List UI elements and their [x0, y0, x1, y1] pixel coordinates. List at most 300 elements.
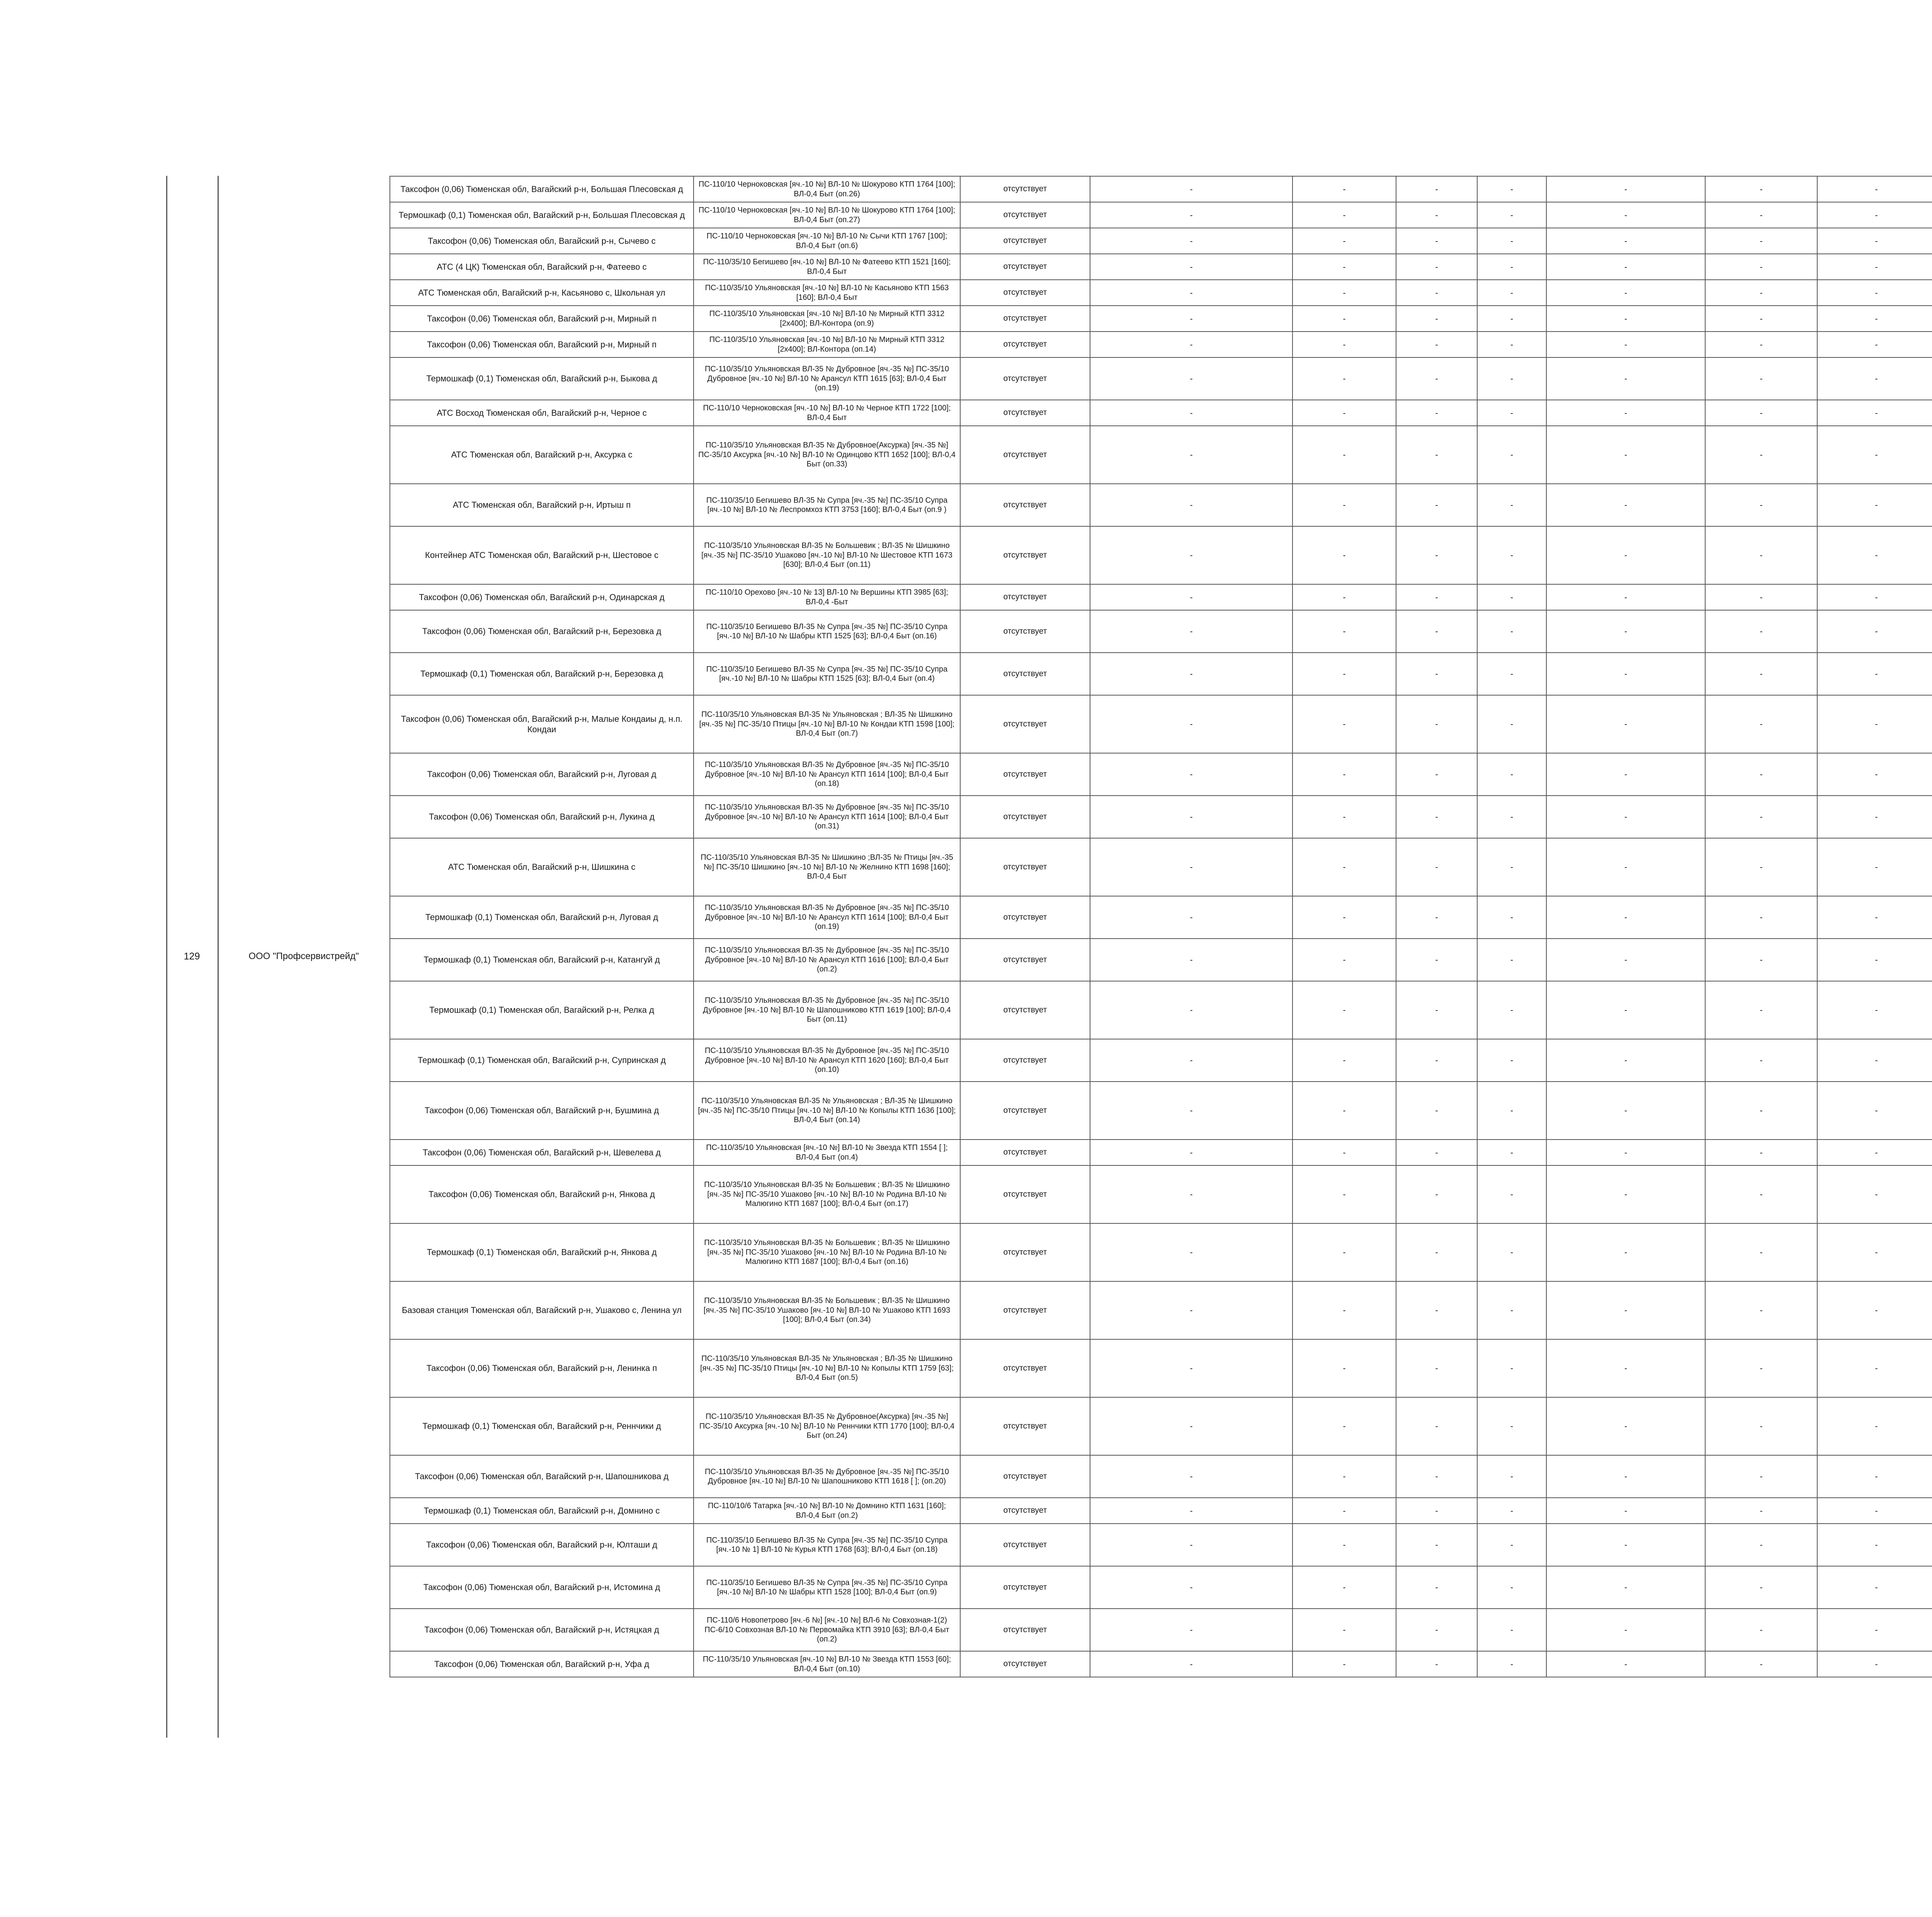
empty-value-cell: -	[1817, 1397, 1932, 1455]
supply-line-cell: ПС-110/35/10 Ульяновская ВЛ-35 № Дубровное [яч.-35 №] ПС-35/10 Дубровное [яч.-10 №] ВЛ-10 № Арансул КТП 1614 [100]; ВЛ-0,4 Быт (оп.31)	[694, 796, 960, 838]
status-cell: отсутствует	[960, 1339, 1090, 1397]
empty-value-cell: -	[1546, 357, 1705, 400]
empty-value-cell: -	[1293, 753, 1396, 796]
status-cell: отсутствует	[960, 1281, 1090, 1339]
table-row	[390, 254, 1932, 280]
empty-value-cell: -	[1090, 254, 1293, 280]
object-cell: АТС Тюменская обл, Вагайский р-н, Шишкина с	[390, 838, 694, 896]
status-cell: отсутствует	[960, 1566, 1090, 1609]
empty-value-cell: -	[1546, 400, 1705, 426]
empty-value-cell: -	[1293, 796, 1396, 838]
status-cell: отсутствует	[960, 610, 1090, 653]
empty-value-cell: -	[1293, 695, 1396, 753]
empty-value-cell: -	[1477, 1397, 1546, 1455]
table-row	[390, 1651, 1932, 1677]
empty-value-cell: -	[1477, 332, 1546, 357]
empty-value-cell: -	[1546, 1566, 1705, 1609]
empty-value-cell: -	[1546, 610, 1705, 653]
table-row	[390, 1165, 1932, 1223]
empty-value-cell: -	[1477, 228, 1546, 254]
empty-value-cell: -	[1817, 400, 1932, 426]
table-row	[390, 896, 1932, 939]
supply-line-cell: ПС-110/10 Орехово [яч.-10 № 13] ВЛ-10 № Вершины КТП 3985 [63]; ВЛ-0,4 -Быт	[694, 584, 960, 610]
supply-line-cell: ПС-110/35/10 Ульяновская ВЛ-35 № Шишкино ;ВЛ-35 № Птицы [яч.-35 №] ПС-35/10 Шишкино [яч.-10 №] ВЛ-10 № Желнино КТП 1698 [160]; ВЛ-0,4 Быт	[694, 838, 960, 896]
table-row	[390, 332, 1932, 357]
empty-value-cell: -	[1090, 484, 1293, 526]
empty-value-cell: -	[1293, 426, 1396, 484]
object-cell: Термошкаф (0,1) Тюменская обл, Вагайский р-н, Катангуй д	[390, 939, 694, 981]
table-row	[390, 1082, 1932, 1140]
empty-value-cell: -	[1293, 1397, 1396, 1455]
empty-value-cell: -	[1090, 1140, 1293, 1165]
supply-line-cell: ПС-110/35/10 Ульяновская ВЛ-35 № Дубровное(Аксурка) [яч.-35 №] ПС-35/10 Аксурка [яч.-10 №] ВЛ-10 № Реннчики КТП 1770 [100]; ВЛ-0,4 Быт (оп.24)	[694, 1397, 960, 1455]
empty-value-cell: -	[1293, 838, 1396, 896]
empty-value-cell: -	[1546, 332, 1705, 357]
object-cell: АТС Тюменская обл, Вагайский р-н, Иртыш п	[390, 484, 694, 526]
empty-value-cell: -	[1705, 332, 1817, 357]
empty-value-cell: -	[1705, 1223, 1817, 1281]
status-cell: отсутствует	[960, 254, 1090, 280]
empty-value-cell: -	[1396, 1140, 1477, 1165]
empty-value-cell: -	[1396, 484, 1477, 526]
table-row	[390, 1223, 1932, 1281]
empty-value-cell: -	[1293, 939, 1396, 981]
table-row	[390, 939, 1932, 981]
status-cell: отсутствует	[960, 896, 1090, 939]
supply-line-cell: ПС-110/35/10 Ульяновская ВЛ-35 № Ульяновская ; ВЛ-35 № Шишкино [яч.-35 №] ПС-35/10 Птицы [яч.-10 №] ВЛ-10 № Копылы КТП 1636 [100]; ВЛ-0,4 Быт (оп.14)	[694, 1082, 960, 1140]
empty-value-cell: -	[1705, 1524, 1817, 1566]
object-cell: Термошкаф (0,1) Тюменская обл, Вагайский р-н, Реннчики д	[390, 1397, 694, 1455]
empty-value-cell: -	[1817, 1566, 1932, 1609]
empty-value-cell: -	[1705, 254, 1817, 280]
empty-value-cell: -	[1477, 1651, 1546, 1677]
empty-value-cell: -	[1705, 1498, 1817, 1524]
supply-line-cell: ПС-110/35/10 Ульяновская ВЛ-35 № Дубровное(Аксурка) [яч.-35 №] ПС-35/10 Аксурка [яч.-10 №] ВЛ-10 № Одинцово КТП 1652 [100]; ВЛ-0,4 Быт (оп.33)	[694, 426, 960, 484]
empty-value-cell: -	[1396, 1339, 1477, 1397]
supply-line-cell: ПС-110/35/10 Ульяновская ВЛ-35 № Дубровное [яч.-35 №] ПС-35/10 Дубровное [яч.-10 №] ВЛ-10 № Арансул КТП 1614 [100]; ВЛ-0,4 Быт (оп.18)	[694, 753, 960, 796]
object-cell: Базовая станция Тюменская обл, Вагайский р-н, Ушаково с, Ленина ул	[390, 1281, 694, 1339]
empty-value-cell: -	[1090, 1498, 1293, 1524]
empty-value-cell: -	[1477, 584, 1546, 610]
empty-value-cell: -	[1293, 202, 1396, 228]
empty-value-cell: -	[1477, 526, 1546, 584]
supply-line-cell: ПС-110/35/10 Ульяновская [яч.-10 №] ВЛ-10 № Звезда КТП 1554 [ ]; ВЛ-0,4 Быт (оп.4)	[694, 1140, 960, 1165]
empty-value-cell: -	[1705, 400, 1817, 426]
empty-value-cell: -	[1396, 939, 1477, 981]
supply-line-cell: ПС-110/35/10 Бегишево ВЛ-35 № Супра [яч.-35 №] ПС-35/10 Супра [яч.-10 №] ВЛ-10 № Леспромхоз КТП 3753 [160]; ВЛ-0,4 Быт (оп.9 )	[694, 484, 960, 526]
empty-value-cell: -	[1817, 753, 1932, 796]
empty-value-cell: -	[1705, 1566, 1817, 1609]
supply-line-cell: ПС-110/35/10 Ульяновская [яч.-10 №] ВЛ-10 № Звезда КТП 1553 [60]; ВЛ-0,4 Быт (оп.10)	[694, 1651, 960, 1677]
empty-value-cell: -	[1293, 1609, 1396, 1651]
object-cell: Таксофон (0,06) Тюменская обл, Вагайский р-н, Мирный п	[390, 332, 694, 357]
table-row	[390, 1455, 1932, 1498]
supply-line-cell: ПС-110/35/10 Бегишево ВЛ-35 № Супра [яч.-35 №] ПС-35/10 Супра [яч.-10 №] ВЛ-10 № Шабры КТП 1525 [63]; ВЛ-0,4 Быт (оп.16)	[694, 610, 960, 653]
empty-value-cell: -	[1293, 1223, 1396, 1281]
status-cell: отсутствует	[960, 584, 1090, 610]
empty-value-cell: -	[1705, 357, 1817, 400]
empty-value-cell: -	[1396, 1039, 1477, 1082]
empty-value-cell: -	[1817, 1651, 1932, 1677]
empty-value-cell: -	[1396, 1223, 1477, 1281]
table-row	[390, 1281, 1932, 1339]
empty-value-cell: -	[1293, 176, 1396, 202]
empty-value-cell: -	[1546, 753, 1705, 796]
empty-value-cell: -	[1396, 653, 1477, 695]
empty-value-cell: -	[1817, 1223, 1932, 1281]
table-row	[390, 1566, 1932, 1609]
empty-value-cell: -	[1293, 896, 1396, 939]
empty-value-cell: -	[1817, 332, 1932, 357]
empty-value-cell: -	[1477, 202, 1546, 228]
organization-name: ООО "Профсервистрейд"	[248, 951, 359, 961]
empty-value-cell: -	[1546, 653, 1705, 695]
empty-value-cell: -	[1817, 176, 1932, 202]
empty-value-cell: -	[1090, 753, 1293, 796]
empty-value-cell: -	[1705, 1140, 1817, 1165]
empty-value-cell: -	[1293, 1651, 1396, 1677]
empty-value-cell: -	[1817, 584, 1932, 610]
empty-value-cell: -	[1705, 228, 1817, 254]
empty-value-cell: -	[1817, 1609, 1932, 1651]
empty-value-cell: -	[1546, 306, 1705, 332]
empty-value-cell: -	[1546, 584, 1705, 610]
object-cell: Таксофон (0,06) Тюменская обл, Вагайский р-н, Уфа д	[390, 1651, 694, 1677]
empty-value-cell: -	[1817, 228, 1932, 254]
empty-value-cell: -	[1817, 1281, 1932, 1339]
empty-value-cell: -	[1477, 1140, 1546, 1165]
status-cell: отсутствует	[960, 753, 1090, 796]
status-cell: отсутствует	[960, 1223, 1090, 1281]
supply-line-cell: ПС-110/35/10 Ульяновская ВЛ-35 № Дубровное [яч.-35 №] ПС-35/10 Дубровное [яч.-10 №] ВЛ-10 № Арансул КТП 1616 [100]; ВЛ-0,4 Быт (оп.2)	[694, 939, 960, 981]
empty-value-cell: -	[1090, 939, 1293, 981]
empty-value-cell: -	[1090, 332, 1293, 357]
empty-value-cell: -	[1705, 306, 1817, 332]
empty-value-cell: -	[1477, 1223, 1546, 1281]
supply-line-cell: ПС-110/10/6 Татарка [яч.-10 №] ВЛ-10 № Домнино КТП 1631 [160]; ВЛ-0,4 Быт (оп.2)	[694, 1498, 960, 1524]
object-cell: Таксофон (0,06) Тюменская обл, Вагайский р-н, Луговая д	[390, 753, 694, 796]
empty-value-cell: -	[1090, 1165, 1293, 1223]
table-row	[390, 1609, 1932, 1651]
empty-value-cell: -	[1705, 1609, 1817, 1651]
empty-value-cell: -	[1090, 695, 1293, 753]
supply-line-cell: ПС-110/35/10 Бегишево ВЛ-35 № Супра [яч.-35 №] ПС-35/10 Супра [яч.-10 №] ВЛ-10 № Шабры КТП 1528 [100]; ВЛ-0,4 Быт (оп.9)	[694, 1566, 960, 1609]
empty-value-cell: -	[1090, 610, 1293, 653]
empty-value-cell: -	[1396, 1281, 1477, 1339]
empty-value-cell: -	[1477, 1165, 1546, 1223]
supply-line-cell: ПС-110/35/10 Ульяновская ВЛ-35 № Дубровное [яч.-35 №] ПС-35/10 Дубровное [яч.-10 №] ВЛ-10 № Шапошниково КТП 1619 [100]; ВЛ-0,4 Быт (оп.11)	[694, 981, 960, 1039]
table-row	[390, 280, 1932, 306]
supply-line-cell: ПС-110/35/10 Ульяновская ВЛ-35 № Дубровное [яч.-35 №] ПС-35/10 Дубровное [яч.-10 №] ВЛ-10 № Арансул КТП 1614 [100]; ВЛ-0,4 Быт (оп.19)	[694, 896, 960, 939]
empty-value-cell: -	[1396, 1165, 1477, 1223]
entry-number: 129	[184, 951, 200, 962]
supply-line-cell: ПС-110/35/10 Бегишево [яч.-10 №] ВЛ-10 № Фатеево КТП 1521 [160]; ВЛ-0,4 Быт	[694, 254, 960, 280]
empty-value-cell: -	[1293, 1281, 1396, 1339]
empty-value-cell: -	[1705, 1651, 1817, 1677]
empty-value-cell: -	[1705, 653, 1817, 695]
empty-value-cell: -	[1293, 653, 1396, 695]
empty-value-cell: -	[1396, 1082, 1477, 1140]
object-cell: Таксофон (0,06) Тюменская обл, Вагайский р-н, Ленинка п	[390, 1339, 694, 1397]
empty-value-cell: -	[1705, 939, 1817, 981]
empty-value-cell: -	[1396, 526, 1477, 584]
object-cell: АТС Восход Тюменская обл, Вагайский р-н, Черное с	[390, 400, 694, 426]
empty-value-cell: -	[1396, 280, 1477, 306]
object-cell: АТС Тюменская обл, Вагайский р-н, Аксурка с	[390, 426, 694, 484]
table-row	[390, 357, 1932, 400]
status-cell: отсутствует	[960, 357, 1090, 400]
status-cell: отсутствует	[960, 176, 1090, 202]
empty-value-cell: -	[1705, 838, 1817, 896]
empty-value-cell: -	[1477, 484, 1546, 526]
empty-value-cell: -	[1546, 1339, 1705, 1397]
empty-value-cell: -	[1396, 584, 1477, 610]
empty-value-cell: -	[1090, 796, 1293, 838]
empty-value-cell: -	[1396, 426, 1477, 484]
supply-line-cell: ПС-110/35/10 Ульяновская [яч.-10 №] ВЛ-10 № Касьяново КТП 1563 [160]; ВЛ-0,4 Быт	[694, 280, 960, 306]
status-cell: отсутствует	[960, 332, 1090, 357]
table-row	[390, 1140, 1932, 1165]
object-cell: Термошкаф (0,1) Тюменская обл, Вагайский р-н, Быкова д	[390, 357, 694, 400]
empty-value-cell: -	[1817, 695, 1932, 753]
empty-value-cell: -	[1477, 981, 1546, 1039]
empty-value-cell: -	[1705, 202, 1817, 228]
empty-value-cell: -	[1477, 1281, 1546, 1339]
empty-value-cell: -	[1090, 1524, 1293, 1566]
empty-value-cell: -	[1477, 1609, 1546, 1651]
table-row	[390, 306, 1932, 332]
status-cell: отсутствует	[960, 1140, 1090, 1165]
status-cell: отсутствует	[960, 202, 1090, 228]
empty-value-cell: -	[1546, 1281, 1705, 1339]
empty-value-cell: -	[1817, 1455, 1932, 1498]
status-cell: отсутствует	[960, 939, 1090, 981]
empty-value-cell: -	[1396, 176, 1477, 202]
empty-value-cell: -	[1396, 1397, 1477, 1455]
supply-line-cell: ПС-110/35/10 Ульяновская ВЛ-35 № Дубровное [яч.-35 №] ПС-35/10 Дубровное [яч.-10 №] ВЛ-10 № Шапошниково КТП 1618 [ ]; (оп.20)	[694, 1455, 960, 1498]
empty-value-cell: -	[1705, 280, 1817, 306]
empty-value-cell: -	[1546, 484, 1705, 526]
empty-value-cell: -	[1705, 896, 1817, 939]
empty-value-cell: -	[1293, 484, 1396, 526]
empty-value-cell: -	[1396, 838, 1477, 896]
empty-value-cell: -	[1817, 981, 1932, 1039]
supply-line-cell: ПС-110/35/10 Бегишево ВЛ-35 № Супра [яч.-35 №] ПС-35/10 Супра [яч.-10 № 1] ВЛ-10 № Курья КТП 1768 [63]; ВЛ-0,4 Быт (оп.18)	[694, 1524, 960, 1566]
status-cell: отсутствует	[960, 695, 1090, 753]
empty-value-cell: -	[1817, 280, 1932, 306]
empty-value-cell: -	[1817, 526, 1932, 584]
empty-value-cell: -	[1477, 306, 1546, 332]
empty-value-cell: -	[1546, 1039, 1705, 1082]
object-cell: Таксофон (0,06) Тюменская обл, Вагайский р-н, Юлташи д	[390, 1524, 694, 1566]
status-cell: отсутствует	[960, 1498, 1090, 1524]
empty-value-cell: -	[1705, 1281, 1817, 1339]
object-cell: Термошкаф (0,1) Тюменская обл, Вагайский р-н, Супринская д	[390, 1039, 694, 1082]
empty-value-cell: -	[1293, 1524, 1396, 1566]
supply-line-cell: ПС-110/10 Черноковская [яч.-10 №] ВЛ-10 № Шокурово КТП 1764 [100]; ВЛ-0,4 Быт (оп.26)	[694, 176, 960, 202]
empty-value-cell: -	[1546, 1140, 1705, 1165]
object-cell: Таксофон (0,06) Тюменская обл, Вагайский р-н, Шевелева д	[390, 1140, 694, 1165]
data-table	[389, 176, 1932, 1677]
empty-value-cell: -	[1477, 254, 1546, 280]
supply-line-cell: ПС-110/10 Черноковская [яч.-10 №] ВЛ-10 № Шокурово КТП 1764 [100]; ВЛ-0,4 Быт (оп.27)	[694, 202, 960, 228]
empty-value-cell: -	[1705, 484, 1817, 526]
table-row	[390, 796, 1932, 838]
supply-line-cell: ПС-110/35/10 Ульяновская [яч.-10 №] ВЛ-10 № Мирный КТП 3312 [2х400]; ВЛ-Контора (оп.9)	[694, 306, 960, 332]
table-row	[390, 484, 1932, 526]
empty-value-cell: -	[1546, 695, 1705, 753]
empty-value-cell: -	[1396, 400, 1477, 426]
table-row	[390, 1339, 1932, 1397]
empty-value-cell: -	[1293, 1039, 1396, 1082]
table-row	[390, 1397, 1932, 1455]
empty-value-cell: -	[1396, 695, 1477, 753]
empty-value-cell: -	[1705, 176, 1817, 202]
empty-value-cell: -	[1293, 1566, 1396, 1609]
empty-value-cell: -	[1817, 202, 1932, 228]
object-cell: Таксофон (0,06) Тюменская обл, Вагайский р-н, Одинарская д	[390, 584, 694, 610]
status-cell: отсутствует	[960, 426, 1090, 484]
empty-value-cell: -	[1477, 796, 1546, 838]
object-cell: АТС Тюменская обл, Вагайский р-н, Касьяново с, Школьная ул	[390, 280, 694, 306]
supply-line-cell: ПС-110/35/10 Ульяновская ВЛ-35 № Большевик ; ВЛ-35 № Шишкино [яч.-35 №] ПС-35/10 Ушаково [яч.-10 №] ВЛ-10 № Родина ВЛ-10 № Малюгино КТП 1687 [100]; ВЛ-0,4 Быт (оп.16)	[694, 1223, 960, 1281]
supply-line-cell: ПС-110/35/10 Ульяновская ВЛ-35 № Большевик ; ВЛ-35 № Шишкино [яч.-35 №] ПС-35/10 Ушаково [яч.-10 №] ВЛ-10 № Шестовое КТП 1673 [630]; ВЛ-0,4 Быт (оп.11)	[694, 526, 960, 584]
empty-value-cell: -	[1090, 1566, 1293, 1609]
empty-value-cell: -	[1705, 1455, 1817, 1498]
object-cell: Термошкаф (0,1) Тюменская обл, Вагайский р-н, Янкова д	[390, 1223, 694, 1281]
supply-line-cell: ПС-110/35/10 Ульяновская [яч.-10 №] ВЛ-10 № Мирный КТП 3312 [2х400]; ВЛ-Контора (оп.14)	[694, 332, 960, 357]
empty-value-cell: -	[1090, 1455, 1293, 1498]
empty-value-cell: -	[1705, 981, 1817, 1039]
empty-value-cell: -	[1705, 1339, 1817, 1397]
empty-value-cell: -	[1546, 202, 1705, 228]
status-cell: отсутствует	[960, 228, 1090, 254]
empty-value-cell: -	[1293, 1082, 1396, 1140]
empty-value-cell: -	[1817, 653, 1932, 695]
status-cell: отсутствует	[960, 1524, 1090, 1566]
object-cell: Таксофон (0,06) Тюменская обл, Вагайский р-н, Истомина д	[390, 1566, 694, 1609]
supply-line-cell: ПС-110/35/10 Ульяновская ВЛ-35 № Дубровное [яч.-35 №] ПС-35/10 Дубровное [яч.-10 №] ВЛ-10 № Арансул КТП 1615 [63]; ВЛ-0,4 Быт (оп.19)	[694, 357, 960, 400]
empty-value-cell: -	[1396, 896, 1477, 939]
status-cell: отсутствует	[960, 1039, 1090, 1082]
empty-value-cell: -	[1546, 426, 1705, 484]
supply-line-cell: ПС-110/6 Новопетрово [яч.-6 №] [яч.-10 №] ВЛ-6 № Совхозная-1(2) ПС-6/10 Совхозная ВЛ-10 № Первомайка КТП 3910 [63]; ВЛ-0,4 Быт (оп.2)	[694, 1609, 960, 1651]
supply-line-cell: ПС-110/35/10 Ульяновская ВЛ-35 № Ульяновская ; ВЛ-35 № Шишкино [яч.-35 №] ПС-35/10 Птицы [яч.-10 №] ВЛ-10 № Копылы КТП 1759 [63]; ВЛ-0,4 Быт (оп.5)	[694, 1339, 960, 1397]
table-row	[390, 1524, 1932, 1566]
empty-value-cell: -	[1090, 1609, 1293, 1651]
table-row	[390, 584, 1932, 610]
empty-value-cell: -	[1477, 1524, 1546, 1566]
empty-value-cell: -	[1477, 1566, 1546, 1609]
empty-value-cell: -	[1477, 1455, 1546, 1498]
supply-line-cell: ПС-110/35/10 Бегишево ВЛ-35 № Супра [яч.-35 №] ПС-35/10 Супра [яч.-10 №] ВЛ-10 № Шабры КТП 1525 [63]; ВЛ-0,4 Быт (оп.4)	[694, 653, 960, 695]
empty-value-cell: -	[1293, 584, 1396, 610]
object-cell: Термошкаф (0,1) Тюменская обл, Вагайский р-н, Большая Плесовская д	[390, 202, 694, 228]
status-cell: отсутствует	[960, 796, 1090, 838]
empty-value-cell: -	[1090, 400, 1293, 426]
empty-value-cell: -	[1293, 306, 1396, 332]
table-row	[390, 426, 1932, 484]
empty-value-cell: -	[1817, 484, 1932, 526]
status-cell: отсутствует	[960, 1609, 1090, 1651]
table-row	[390, 400, 1932, 426]
empty-value-cell: -	[1396, 357, 1477, 400]
table-row	[390, 981, 1932, 1039]
empty-value-cell: -	[1396, 254, 1477, 280]
empty-value-cell: -	[1546, 896, 1705, 939]
status-cell: отсутствует	[960, 981, 1090, 1039]
empty-value-cell: -	[1477, 1082, 1546, 1140]
empty-value-cell: -	[1477, 610, 1546, 653]
empty-value-cell: -	[1396, 228, 1477, 254]
empty-value-cell: -	[1090, 1397, 1293, 1455]
empty-value-cell: -	[1396, 1566, 1477, 1609]
empty-value-cell: -	[1705, 1397, 1817, 1455]
supply-line-cell: ПС-110/35/10 Ульяновская ВЛ-35 № Дубровное [яч.-35 №] ПС-35/10 Дубровное [яч.-10 №] ВЛ-10 № Арансул КТП 1620 [160]; ВЛ-0,4 Быт (оп.10)	[694, 1039, 960, 1082]
supply-line-cell: ПС-110/10 Черноковская [яч.-10 №] ВЛ-10 № Сычи КТП 1767 [100]; ВЛ-0,4 Быт (оп.6)	[694, 228, 960, 254]
empty-value-cell: -	[1546, 1651, 1705, 1677]
empty-value-cell: -	[1477, 1339, 1546, 1397]
empty-value-cell: -	[1705, 1039, 1817, 1082]
status-cell: отсутствует	[960, 1651, 1090, 1677]
empty-value-cell: -	[1546, 796, 1705, 838]
empty-value-cell: -	[1477, 753, 1546, 796]
empty-value-cell: -	[1705, 426, 1817, 484]
object-cell: Контейнер АТС Тюменская обл, Вагайский р-н, Шестовое с	[390, 526, 694, 584]
empty-value-cell: -	[1396, 981, 1477, 1039]
empty-value-cell: -	[1477, 1039, 1546, 1082]
empty-value-cell: -	[1817, 1082, 1932, 1140]
empty-value-cell: -	[1090, 981, 1293, 1039]
empty-value-cell: -	[1090, 896, 1293, 939]
empty-value-cell: -	[1293, 981, 1396, 1039]
empty-value-cell: -	[1546, 526, 1705, 584]
empty-value-cell: -	[1477, 1498, 1546, 1524]
empty-value-cell: -	[1477, 400, 1546, 426]
empty-value-cell: -	[1090, 202, 1293, 228]
supply-line-cell: ПС-110/35/10 Ульяновская ВЛ-35 № Большевик ; ВЛ-35 № Шишкино [яч.-35 №] ПС-35/10 Ушаково [яч.-10 №] ВЛ-10 № Родина ВЛ-10 № Малюгино КТП 1687 [100]; ВЛ-0,4 Быт (оп.17)	[694, 1165, 960, 1223]
empty-value-cell: -	[1817, 1498, 1932, 1524]
empty-value-cell: -	[1546, 280, 1705, 306]
empty-value-cell: -	[1293, 254, 1396, 280]
empty-value-cell: -	[1546, 838, 1705, 896]
empty-value-cell: -	[1293, 1140, 1396, 1165]
object-cell: Таксофон (0,06) Тюменская обл, Вагайский р-н, Большая Плесовская д	[390, 176, 694, 202]
table-row	[390, 202, 1932, 228]
empty-value-cell: -	[1546, 228, 1705, 254]
empty-value-cell: -	[1817, 610, 1932, 653]
supply-line-cell: ПС-110/10 Черноковская [яч.-10 №] ВЛ-10 № Черное КТП 1722 [100]; ВЛ-0,4 Быт	[694, 400, 960, 426]
empty-value-cell: -	[1090, 306, 1293, 332]
empty-value-cell: -	[1817, 1039, 1932, 1082]
empty-value-cell: -	[1477, 896, 1546, 939]
empty-value-cell: -	[1396, 1498, 1477, 1524]
status-cell: отсутствует	[960, 838, 1090, 896]
empty-value-cell: -	[1705, 753, 1817, 796]
empty-value-cell: -	[1090, 1223, 1293, 1281]
table-row	[390, 176, 1932, 202]
object-cell: Термошкаф (0,1) Тюменская обл, Вагайский р-н, Домнино с	[390, 1498, 694, 1524]
empty-value-cell: -	[1477, 426, 1546, 484]
empty-value-cell: -	[1090, 176, 1293, 202]
empty-value-cell: -	[1293, 1165, 1396, 1223]
empty-value-cell: -	[1817, 939, 1932, 981]
empty-value-cell: -	[1293, 400, 1396, 426]
table-row	[390, 610, 1932, 653]
empty-value-cell: -	[1293, 1339, 1396, 1397]
empty-value-cell: -	[1817, 426, 1932, 484]
empty-value-cell: -	[1090, 584, 1293, 610]
